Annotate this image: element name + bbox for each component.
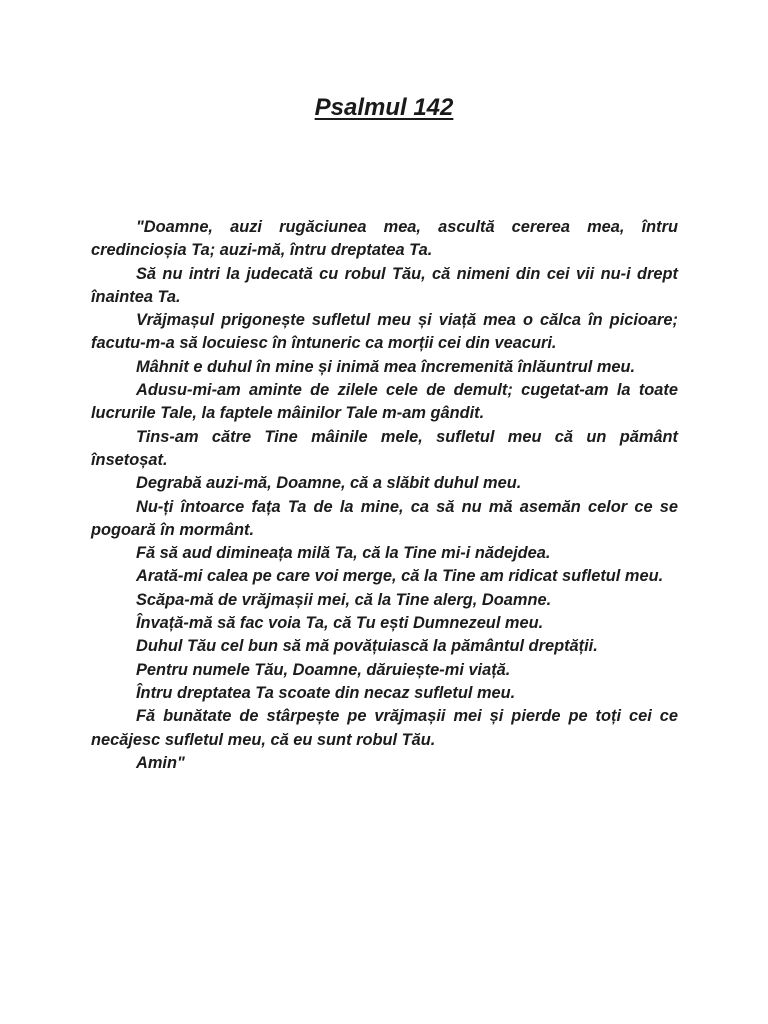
paragraph: Mâhnit e duhul în mine și inimă mea încremenită înlăuntrul meu. (136, 357, 636, 376)
paragraph: Degrabă auzi-mă, Doamne, că a slăbit duhul meu. (136, 474, 522, 493)
paragraph: Duhul Tău cel bun să mă povățuiască la pământul dreptății. (136, 637, 598, 656)
paragraph: Pentru numele Tău, Doamne, dăruiește-mi viață. (136, 660, 511, 679)
paragraph: Să nu intri la judecată cu robul Tău, că nimeni din cei vii nu-i drept înaintea Ta. (91, 264, 678, 306)
paragraph: "Doamne, auzi rugăciunea mea, ascultă cererea mea, întru credincioșia Ta; auzi-mă, întru dreptatea Ta. (91, 218, 678, 260)
paragraph: Întru dreptatea Ta scoate din necaz sufletul meu. (136, 683, 516, 702)
paragraph: Adusu-mi-am aminte de zilele cele de demult; cugetat-am la toate lucrurile Tale, la faptele mâinilor Tale m-am gândit. (91, 381, 678, 423)
paragraph: Arată-mi calea pe care voi merge, că la Tine am ridicat sufletul meu. (136, 567, 664, 586)
paragraph: Vrăjmașul prigonește sufletul meu și viață mea o călca în picioare; facutu-m-a să locuiesc în întuneric ca morții cei din veacuri. (91, 311, 678, 353)
paragraph: Fă să aud dimineața milă Ta, că la Tine mi-i nădejdea. (136, 544, 551, 563)
paragraph: Fă bunătate de stârpește pe vrăjmașii mei și pierde pe toți cei ce necăjesc sufletul meu, că eu sunt robul Tău. (91, 707, 678, 749)
page-title: Psalmul 142 (314, 94, 454, 121)
paragraph: Învață-mă să fac voia Ta, că Tu ești Dumnezeul meu. (136, 614, 544, 633)
paragraph: Scăpa-mă de vrăjmașii mei, că la Tine alerg, Doamne. (136, 590, 552, 609)
paragraph: Amin" (136, 753, 185, 772)
psalm-text (91, 216, 678, 775)
paragraph: Tins-am către Tine mâinile mele, sufletul meu că un pământ însetoșat. (91, 427, 678, 469)
paragraph: Nu-ți întoarce fața Ta de la mine, ca să nu mă asemăn celor ce se pogoară în mormânt. (91, 497, 678, 539)
